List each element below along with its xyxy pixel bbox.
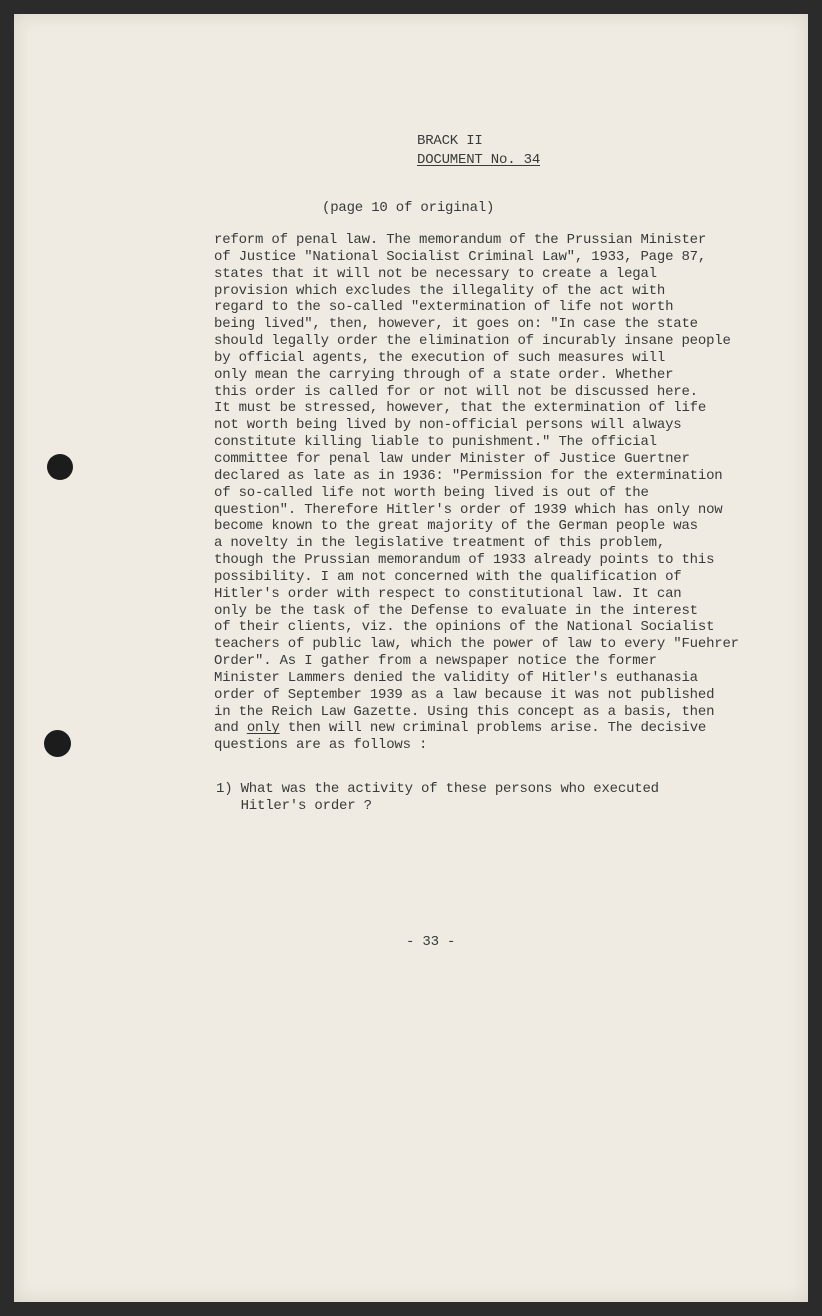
body-line: Order". As I gather from a newspaper notice the former [214, 653, 657, 670]
original-page-reference: (page 10 of original) [322, 200, 495, 216]
body-line: of Justice "National Socialist Criminal Law", 1933, Page 87, [214, 248, 707, 265]
punch-hole [47, 454, 73, 480]
body-line: order of September 1939 as a law because it was not published [214, 686, 715, 703]
punch-hole [44, 730, 71, 757]
body-line: provision which excludes the illegality of the act with [214, 282, 666, 299]
document-body [214, 232, 774, 754]
body-line: regard to the so-called "extermination of life not worth [214, 299, 674, 316]
body-line-with-emphasis [214, 720, 774, 737]
body-line: questions are as follows : [214, 737, 428, 754]
document-page [14, 14, 808, 1302]
body-line: by official agents, the execution of such measures will [214, 349, 666, 366]
body-line: only be the task of the Defense to evaluate in the interest [214, 602, 698, 619]
body-line: reform of penal law. The memorandum of the Prussian Minister [214, 232, 707, 248]
body-line: Minister Lammers denied the validity of Hitler's euthanasia [214, 669, 698, 686]
body-line: constitute killing liable to punishment." The official [214, 434, 657, 451]
case-label: BRACK II [417, 133, 483, 149]
body-line: this order is called for or not will not be discussed here. [214, 383, 698, 400]
body-line-end: then will new criminal problems arise. The decisive [279, 720, 707, 737]
body-line: a novelty in the legislative treatment of this problem, [214, 535, 666, 552]
body-line: only mean the carrying through of a state order. Whether [214, 366, 674, 383]
body-line-start: and [214, 720, 247, 737]
question-line: 1) What was the activity of these persons who executed [216, 781, 659, 797]
body-line: committee for penal law under Minister of Justice Guertner [214, 450, 690, 467]
body-line: not worth being lived by non-official persons will always [214, 417, 682, 434]
document-header [417, 132, 540, 170]
document-number: DOCUMENT No. 34 [417, 152, 541, 168]
body-line: It must be stressed, however, that the extermination of life [214, 400, 707, 417]
body-line: of so-called life not worth being lived is out of the [214, 484, 649, 501]
body-line: teachers of public law, which the power of law to every "Fuehrer [214, 636, 739, 653]
body-line: declared as late as in 1936: "Permission for the extermination [214, 467, 723, 484]
page-number: - 33 - [406, 934, 456, 950]
body-line: Hitler's order with respect to constitutional law. It can [214, 585, 682, 602]
body-line: states that it will not be necessary to create a legal [214, 265, 657, 282]
body-line: become known to the great majority of the German people was [214, 518, 698, 535]
body-line: in the Reich Law Gazette. Using this concept as a basis, then [214, 703, 715, 720]
body-line: possibility. I am not concerned with the qualification of [214, 568, 682, 585]
question-line: Hitler's order ? [216, 798, 372, 814]
body-line: should legally order the elimination of incurably insane people [214, 333, 731, 350]
body-line: question". Therefore Hitler's order of 1939 which has only now [214, 501, 723, 518]
underlined-word: only [246, 720, 280, 737]
body-line: of their clients, viz. the opinions of the National Socialist [214, 619, 715, 636]
question-list [216, 781, 659, 815]
body-line: though the Prussian memorandum of 1933 already points to this [214, 552, 715, 569]
body-line: being lived", then, however, it goes on: "In case the state [214, 316, 698, 333]
